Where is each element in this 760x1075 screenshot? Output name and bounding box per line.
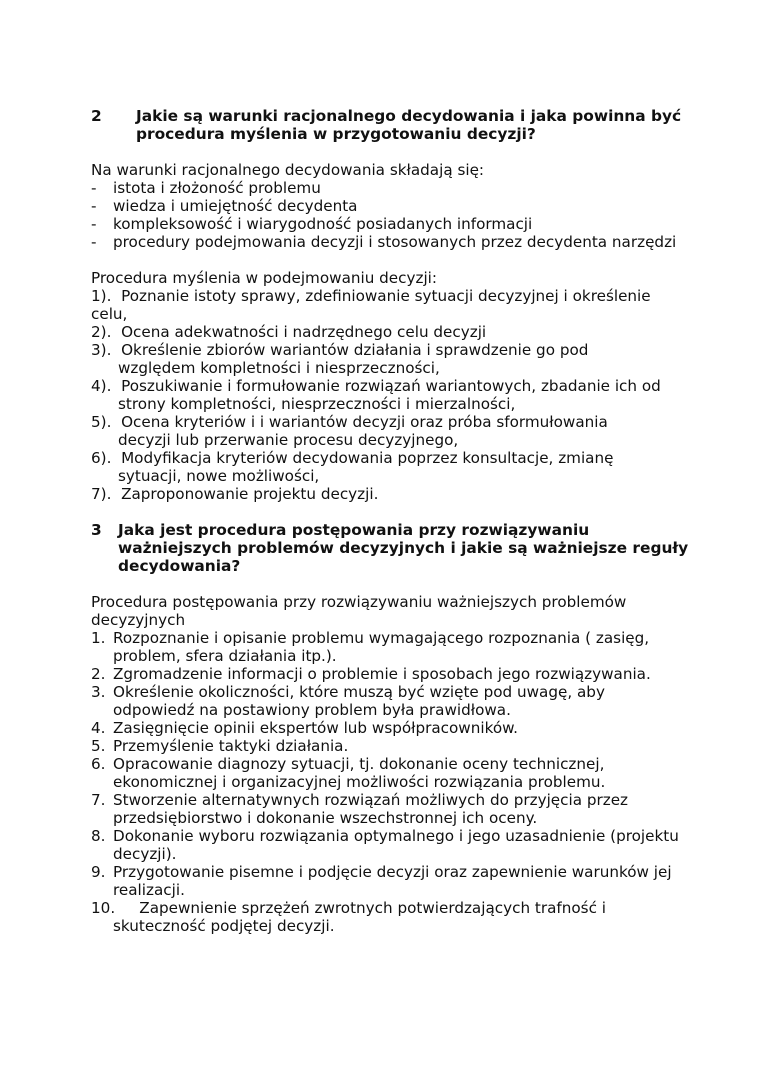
list-item: 8. Dokonanie wyboru rozwiązania optymalnego i jego uzasadnienie (projektu decyzji).: [91, 827, 679, 863]
section-number: 2: [91, 107, 102, 125]
list-item: 2. Zgromadzenie informacji o problemie i sposobach jego rozwiązywania.: [91, 665, 651, 683]
conditions-list: [91, 179, 691, 251]
list-item: - istota i złożoność problemu: [91, 179, 321, 197]
list-item: 6). Modyfikacja kryteriów decydowania poprzez konsultacje, zmianę sytuacji, nowe możliwości,: [91, 449, 614, 485]
list-item: 5. Przemyślenie taktyki działania.: [91, 737, 349, 755]
list-item: 1). Poznanie istoty sprawy, zdefiniowanie sytuacji decyzyjnej i określenie celu,: [91, 287, 651, 323]
section-title: Jakie są warunki racjonalnego decydowania i jaka powinna być procedura myślenia w przygotowaniu decyzji?: [136, 107, 682, 143]
list-item: 9. Przygotowanie pisemne i podjęcie decyzji oraz zapewnienie warunków jej realizacji.: [91, 863, 672, 899]
list-item: 3. Określenie okoliczności, które muszą być wzięte pod uwagę, aby odpowiedź na postawiony problem była prawidłowa.: [91, 683, 605, 719]
section-number: 3: [91, 521, 102, 539]
list-item: 7. Stworzenie alternatywnych rozwiązań możliwych do przyjęcia przez przedsiębiorstwo i dokonanie wszechstronnej ich oceny.: [91, 791, 629, 827]
list-item: 5). Ocena kryteriów i i wariantów decyzji oraz próba sformułowania decyzji lub przerwanie procesu decyzyjnego,: [91, 413, 608, 449]
list-item: 6. Opracowanie diagnozy sytuacji, tj. dokonanie oceny technicznej, ekonomicznej i organizacyjnej możliwości rozwiązania problemu.: [91, 755, 606, 791]
procedure-intro-3: Procedura postępowania przy rozwiązywaniu ważniejszych problemów decyzyjnych: [91, 593, 627, 629]
list-item: - kompleksowość i wiarygodność posiadanych informacji: [91, 215, 533, 233]
list-item: 3). Określenie zbiorów wariantów działania i sprawdzenie go pod względem kompletności i niesprzeczności,: [91, 341, 589, 377]
list-item: - procedury podejmowania decyzji i stosowanych przez decydenta narzędzi: [91, 233, 677, 251]
list-item: 10. Zapewnienie sprzężeń zwrotnych potwierdzających trafność i skuteczność podjętej decyzji.: [91, 899, 606, 935]
conditions-intro: Na warunki racjonalnego decydowania składają się:: [91, 161, 485, 179]
list-item: 7). Zaproponowanie projektu decyzji.: [91, 485, 379, 503]
document-page: [91, 107, 691, 935]
list-item: 4). Poszukiwanie i formułowanie rozwiązań wariantowych, zbadanie ich od strony kompletności, niesprzeczności i mierzalności,: [91, 377, 661, 413]
decision-procedure-list: [91, 629, 691, 935]
section-2-heading: [91, 107, 691, 143]
list-item: - wiedza i umiejętność decydenta: [91, 197, 358, 215]
list-item: 4. Zasięgnięcie opinii ekspertów lub współpracowników.: [91, 719, 518, 737]
procedure-steps: [91, 287, 691, 503]
procedure-intro: Procedura myślenia w podejmowaniu decyzji:: [91, 269, 438, 287]
section-3-heading: [91, 521, 691, 575]
list-item: 2). Ocena adekwatności i nadrzędnego celu decyzji: [91, 323, 487, 341]
list-item: 1. Rozpoznanie i opisanie problemu wymagającego rozpoznania ( zasięg, problem, sfera działania itp.).: [91, 629, 650, 665]
section-title: Jaka jest procedura postępowania przy rozwiązywaniu ważniejszych problemów decyzyjnych i jakie są ważniejsze reguły decydowania?: [118, 521, 689, 575]
